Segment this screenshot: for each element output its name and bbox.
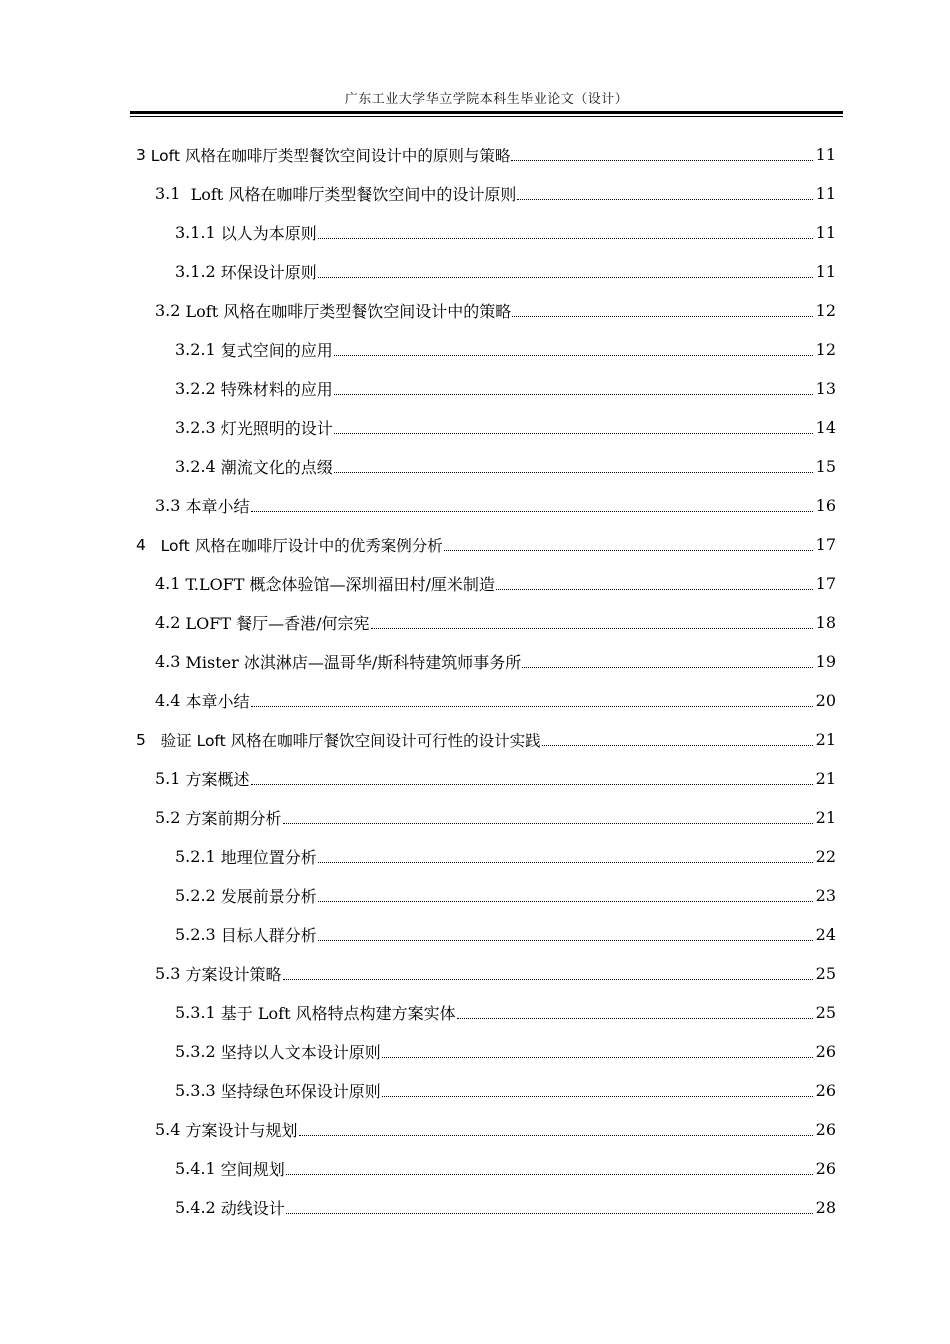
toc-entry-title: Mister 冰淇淋店—温哥华/斯科特建筑师事务所 xyxy=(185,653,522,672)
toc-entry-page: 23 xyxy=(815,886,836,905)
toc-entry-page: 17 xyxy=(815,535,836,554)
toc-entry-title: 目标人群分析 xyxy=(220,926,317,945)
toc-entry[interactable] xyxy=(155,486,836,525)
toc-entry-title: 以人为本原则 xyxy=(220,224,317,243)
toc-entry[interactable] xyxy=(136,135,836,174)
toc-entry-title: 方案概述 xyxy=(185,770,250,789)
toc-entry[interactable] xyxy=(155,954,836,993)
toc-entry-title: 地理位置分析 xyxy=(220,848,317,867)
toc-dot-leader xyxy=(318,940,813,941)
toc-dot-leader xyxy=(542,745,813,746)
toc-entry[interactable] xyxy=(175,1032,836,1071)
toc-entry-number: 4.3 xyxy=(155,652,186,671)
toc-dot-leader xyxy=(371,628,813,629)
toc-entry-number: 5.2.1 xyxy=(175,847,221,866)
toc-entry[interactable] xyxy=(175,876,836,915)
toc-entry-number: 3.1 xyxy=(155,184,191,203)
toc-entry-page: 12 xyxy=(815,301,836,320)
toc-entry[interactable] xyxy=(175,408,836,447)
toc-entry[interactable] xyxy=(175,330,836,369)
toc-entry-title: Loft 风格在咖啡厅类型餐饮空间中的设计原则 xyxy=(190,185,517,204)
toc-entry-page: 19 xyxy=(815,652,836,671)
toc-entry-page: 20 xyxy=(815,691,836,710)
toc-entry[interactable] xyxy=(136,720,836,759)
toc-entry-number: 3.1.2 xyxy=(175,262,221,281)
toc-entry[interactable] xyxy=(175,1071,836,1110)
toc-dot-leader xyxy=(251,706,813,707)
toc-entry-title: 本章小结 xyxy=(185,692,250,711)
toc-dot-leader xyxy=(517,199,813,200)
toc-entry-page: 12 xyxy=(815,340,836,359)
toc-dot-leader xyxy=(283,979,813,980)
toc-dot-leader xyxy=(511,160,813,161)
toc-entry[interactable] xyxy=(175,369,836,408)
toc-entry-page: 26 xyxy=(815,1042,836,1061)
toc-entry-number: 3.1.1 xyxy=(175,223,221,242)
toc-entry[interactable] xyxy=(155,759,836,798)
toc-entry-number: 3.2 xyxy=(155,301,186,320)
toc-entry-title: 方案设计策略 xyxy=(185,965,282,984)
toc-entry-number: 3 xyxy=(136,145,151,164)
toc-dot-leader xyxy=(382,1057,813,1058)
toc-entry-title: 本章小结 xyxy=(185,497,250,516)
toc-dot-leader xyxy=(251,784,813,785)
toc-dot-leader xyxy=(318,277,813,278)
toc-entry-title: T.LOFT 概念体验馆—深圳福田村/厘米制造 xyxy=(185,575,495,594)
toc-entry-title: 特殊材料的应用 xyxy=(220,380,333,399)
toc-entry-page: 11 xyxy=(815,145,836,164)
toc-entry-number: 3.2.2 xyxy=(175,379,221,398)
toc-dot-leader xyxy=(496,589,813,590)
toc-entry-page: 21 xyxy=(815,730,836,749)
header-rule-thin xyxy=(130,116,843,117)
toc-entry-number: 4.4 xyxy=(155,691,186,710)
toc-dot-leader xyxy=(299,1135,813,1136)
toc-entry-number: 5.1 xyxy=(155,769,186,788)
toc-entry-page: 16 xyxy=(815,496,836,515)
toc-entry-number: 5.3.2 xyxy=(175,1042,221,1061)
toc-entry[interactable] xyxy=(136,525,836,564)
toc-entry-number: 4.2 xyxy=(155,613,186,632)
toc-entry-title: 基于 Loft 风格特点构建方案实体 xyxy=(220,1004,456,1023)
toc-entry-title: 发展前景分析 xyxy=(220,887,317,906)
toc-entry-title: 验证 Loft 风格在咖啡厅餐饮空间设计可行性的设计实践 xyxy=(160,731,541,750)
toc-entry-title: 环保设计原则 xyxy=(220,263,317,282)
toc-entry-title: 坚持绿色环保设计原则 xyxy=(220,1082,381,1101)
toc-entry-number: 4.1 xyxy=(155,574,186,593)
toc-entry-page: 22 xyxy=(815,847,836,866)
toc-dot-leader xyxy=(251,511,813,512)
toc-entry[interactable] xyxy=(175,213,836,252)
toc-entry-page: 17 xyxy=(815,574,836,593)
toc-entry-number: 5.2.3 xyxy=(175,925,221,944)
toc-entry-title: LOFT 餐厅—香港/何宗宪 xyxy=(185,614,370,633)
toc-entry-number: 3.2.4 xyxy=(175,457,221,476)
toc-entry[interactable] xyxy=(155,681,836,720)
toc-dot-leader xyxy=(283,823,813,824)
toc-entry[interactable] xyxy=(155,603,836,642)
toc-dot-leader xyxy=(318,238,813,239)
toc-entry[interactable] xyxy=(155,291,836,330)
toc-entry[interactable] xyxy=(155,1110,836,1149)
toc-entry[interactable] xyxy=(155,642,836,681)
toc-dot-leader xyxy=(382,1096,813,1097)
toc-entry-page: 11 xyxy=(815,184,836,203)
toc-entry-title: 空间规划 xyxy=(220,1160,285,1179)
toc-dot-leader xyxy=(512,316,813,317)
toc-entry-number: 3.2.3 xyxy=(175,418,221,437)
toc-entry-title: 动线设计 xyxy=(220,1199,285,1218)
toc-entry-title: Loft 风格在咖啡厅类型餐饮空间设计中的原则与策略 xyxy=(150,146,511,165)
toc-entry-title: Loft 风格在咖啡厅设计中的优秀案例分析 xyxy=(160,536,443,555)
toc-entry-page: 21 xyxy=(815,808,836,827)
toc-entry-number: 5.4.1 xyxy=(175,1159,221,1178)
toc-entry[interactable] xyxy=(175,447,836,486)
toc-entry[interactable] xyxy=(155,798,836,837)
toc-dot-leader xyxy=(334,394,813,395)
toc-dot-leader xyxy=(334,472,813,473)
toc-entry-page: 14 xyxy=(815,418,836,437)
toc-entry-page: 18 xyxy=(815,613,836,632)
toc-dot-leader xyxy=(444,550,813,551)
toc-entry-title: 灯光照明的设计 xyxy=(220,419,333,438)
toc-entry-title: 复式空间的应用 xyxy=(220,341,333,360)
toc-entry-page: 11 xyxy=(815,223,836,242)
toc-entry-title: 方案设计与规划 xyxy=(185,1121,298,1140)
toc-dot-leader xyxy=(318,901,813,902)
toc-entry[interactable] xyxy=(175,1188,836,1227)
toc-entry-page: 24 xyxy=(815,925,836,944)
toc-entry-page: 26 xyxy=(815,1159,836,1178)
toc-entry[interactable] xyxy=(175,1149,836,1188)
toc-entry[interactable] xyxy=(155,174,836,213)
toc-entry-number: 5.2.2 xyxy=(175,886,221,905)
toc-entry-number: 5.4 xyxy=(155,1120,186,1139)
header-rule-thick xyxy=(130,111,843,114)
toc-entry-page: 11 xyxy=(815,262,836,281)
toc-entry-page: 21 xyxy=(815,769,836,788)
toc-entry-title: 方案前期分析 xyxy=(185,809,282,828)
page-header: 广东工业大学华立学院本科生毕业论文（设计） xyxy=(344,92,629,107)
toc-entry-title: Loft 风格在咖啡厅类型餐饮空间设计中的策略 xyxy=(185,302,512,321)
toc-entry-page: 26 xyxy=(815,1081,836,1100)
toc-entry-number: 3.2.1 xyxy=(175,340,221,359)
toc-entry-page: 15 xyxy=(815,457,836,476)
toc-dot-leader xyxy=(318,862,813,863)
toc-entry-number: 5.4.2 xyxy=(175,1198,221,1217)
toc-dot-leader xyxy=(522,667,813,668)
toc-entry-page: 13 xyxy=(815,379,836,398)
toc-entry-page: 26 xyxy=(815,1120,836,1139)
toc-entry[interactable] xyxy=(175,252,836,291)
toc-entry-title: 坚持以人文本设计原则 xyxy=(220,1043,381,1062)
toc-dot-leader xyxy=(286,1213,813,1214)
toc-entry[interactable] xyxy=(175,915,836,954)
toc-dot-leader xyxy=(286,1174,813,1175)
toc-entry-number: 3.3 xyxy=(155,496,186,515)
toc-entry-number: 5.3.1 xyxy=(175,1003,221,1022)
toc-entry[interactable] xyxy=(175,837,836,876)
toc-entry-number: 5.3.3 xyxy=(175,1081,221,1100)
toc-dot-leader xyxy=(334,433,813,434)
toc-dot-leader xyxy=(334,355,813,356)
toc-entry-number: 5 xyxy=(136,730,161,749)
toc-entry[interactable] xyxy=(175,993,836,1032)
toc-entry-page: 25 xyxy=(815,1003,836,1022)
toc-entry-page: 25 xyxy=(815,964,836,983)
toc-entry-number: 5.2 xyxy=(155,808,186,827)
toc-entry-number: 4 xyxy=(136,535,161,554)
toc-dot-leader xyxy=(457,1018,813,1019)
toc-entry-title: 潮流文化的点缀 xyxy=(220,458,333,477)
toc-entry[interactable] xyxy=(155,564,836,603)
toc-entry-page: 28 xyxy=(815,1198,836,1217)
toc-entry-number: 5.3 xyxy=(155,964,186,983)
